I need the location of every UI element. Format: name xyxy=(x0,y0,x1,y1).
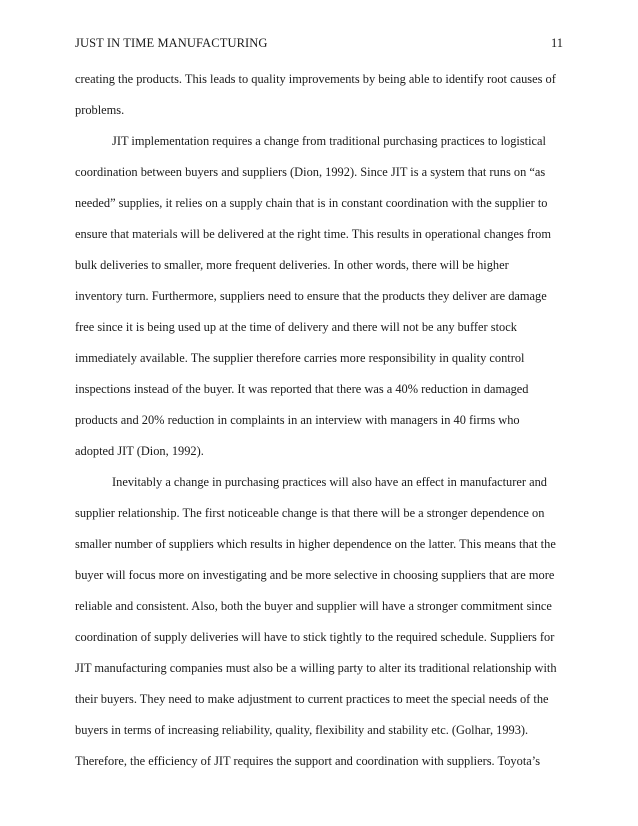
body-text xyxy=(75,64,565,777)
text-line: problems. xyxy=(75,103,125,117)
text-line: Therefore, the efficiency of JIT requires the support and coordination with suppliers. Toyota’s xyxy=(75,754,541,768)
text-line: needed” supplies, it relies on a supply chain that is in constant coordination with the supplier to xyxy=(75,196,548,210)
text-line: JIT manufacturing companies must also be a willing party to alter its traditional relationship with xyxy=(75,661,557,675)
text-line: free since it is being used up at the time of delivery and there will not be any buffer stock xyxy=(75,320,517,334)
text-line: buyer will focus more on investigating and be more selective in choosing suppliers that are more xyxy=(75,568,555,582)
text-line: reliable and consistent. Also, both the buyer and supplier will have a stronger commitment since xyxy=(75,599,552,613)
text-line: products and 20% reduction in complaints in an interview with managers in 40 firms who xyxy=(75,413,520,427)
text-line: buyers in terms of increasing reliability, quality, flexibility and stability etc. (Golhar, 1993). xyxy=(75,723,529,737)
text-line: coordination between buyers and suppliers (Dion, 1992). Since JIT is a system that runs on “as xyxy=(75,165,546,179)
text-line: coordination of supply deliveries will have to stick tightly to the required schedule. Suppliers for xyxy=(75,630,555,644)
paragraph-first-line: Inevitably a change in purchasing practices will also have an effect in manufacturer and xyxy=(112,475,547,489)
text-line: their buyers. They need to make adjustment to current practices to meet the special needs of the xyxy=(75,692,549,706)
text-line: creating the products. This leads to quality improvements by being able to identify root causes of xyxy=(75,72,556,86)
text-line: immediately available. The supplier therefore carries more responsibility in quality control xyxy=(75,351,525,365)
text-line: inventory turn. Furthermore, suppliers need to ensure that the products they deliver are damage xyxy=(75,289,547,303)
paragraph-first-line: JIT implementation requires a change from traditional purchasing practices to logistical xyxy=(112,134,546,148)
text-line: ensure that materials will be delivered at the right time. This results in operational changes from xyxy=(75,227,551,241)
text-line: supplier relationship. The first noticeable change is that there will be a stronger dependence on xyxy=(75,506,545,520)
text-line: inspections instead of the buyer. It was reported that there was a 40% reduction in damaged xyxy=(75,382,529,396)
text-line: bulk deliveries to smaller, more frequent deliveries. In other words, there will be higher xyxy=(75,258,509,272)
text-line: adopted JIT (Dion, 1992). xyxy=(75,444,204,458)
page-number: 11 xyxy=(550,36,563,50)
running-header xyxy=(75,34,563,52)
text-line: smaller number of suppliers which results in higher dependence on the latter. This means that the xyxy=(75,537,556,551)
header-title: JUST IN TIME MANUFACTURING xyxy=(75,36,268,50)
